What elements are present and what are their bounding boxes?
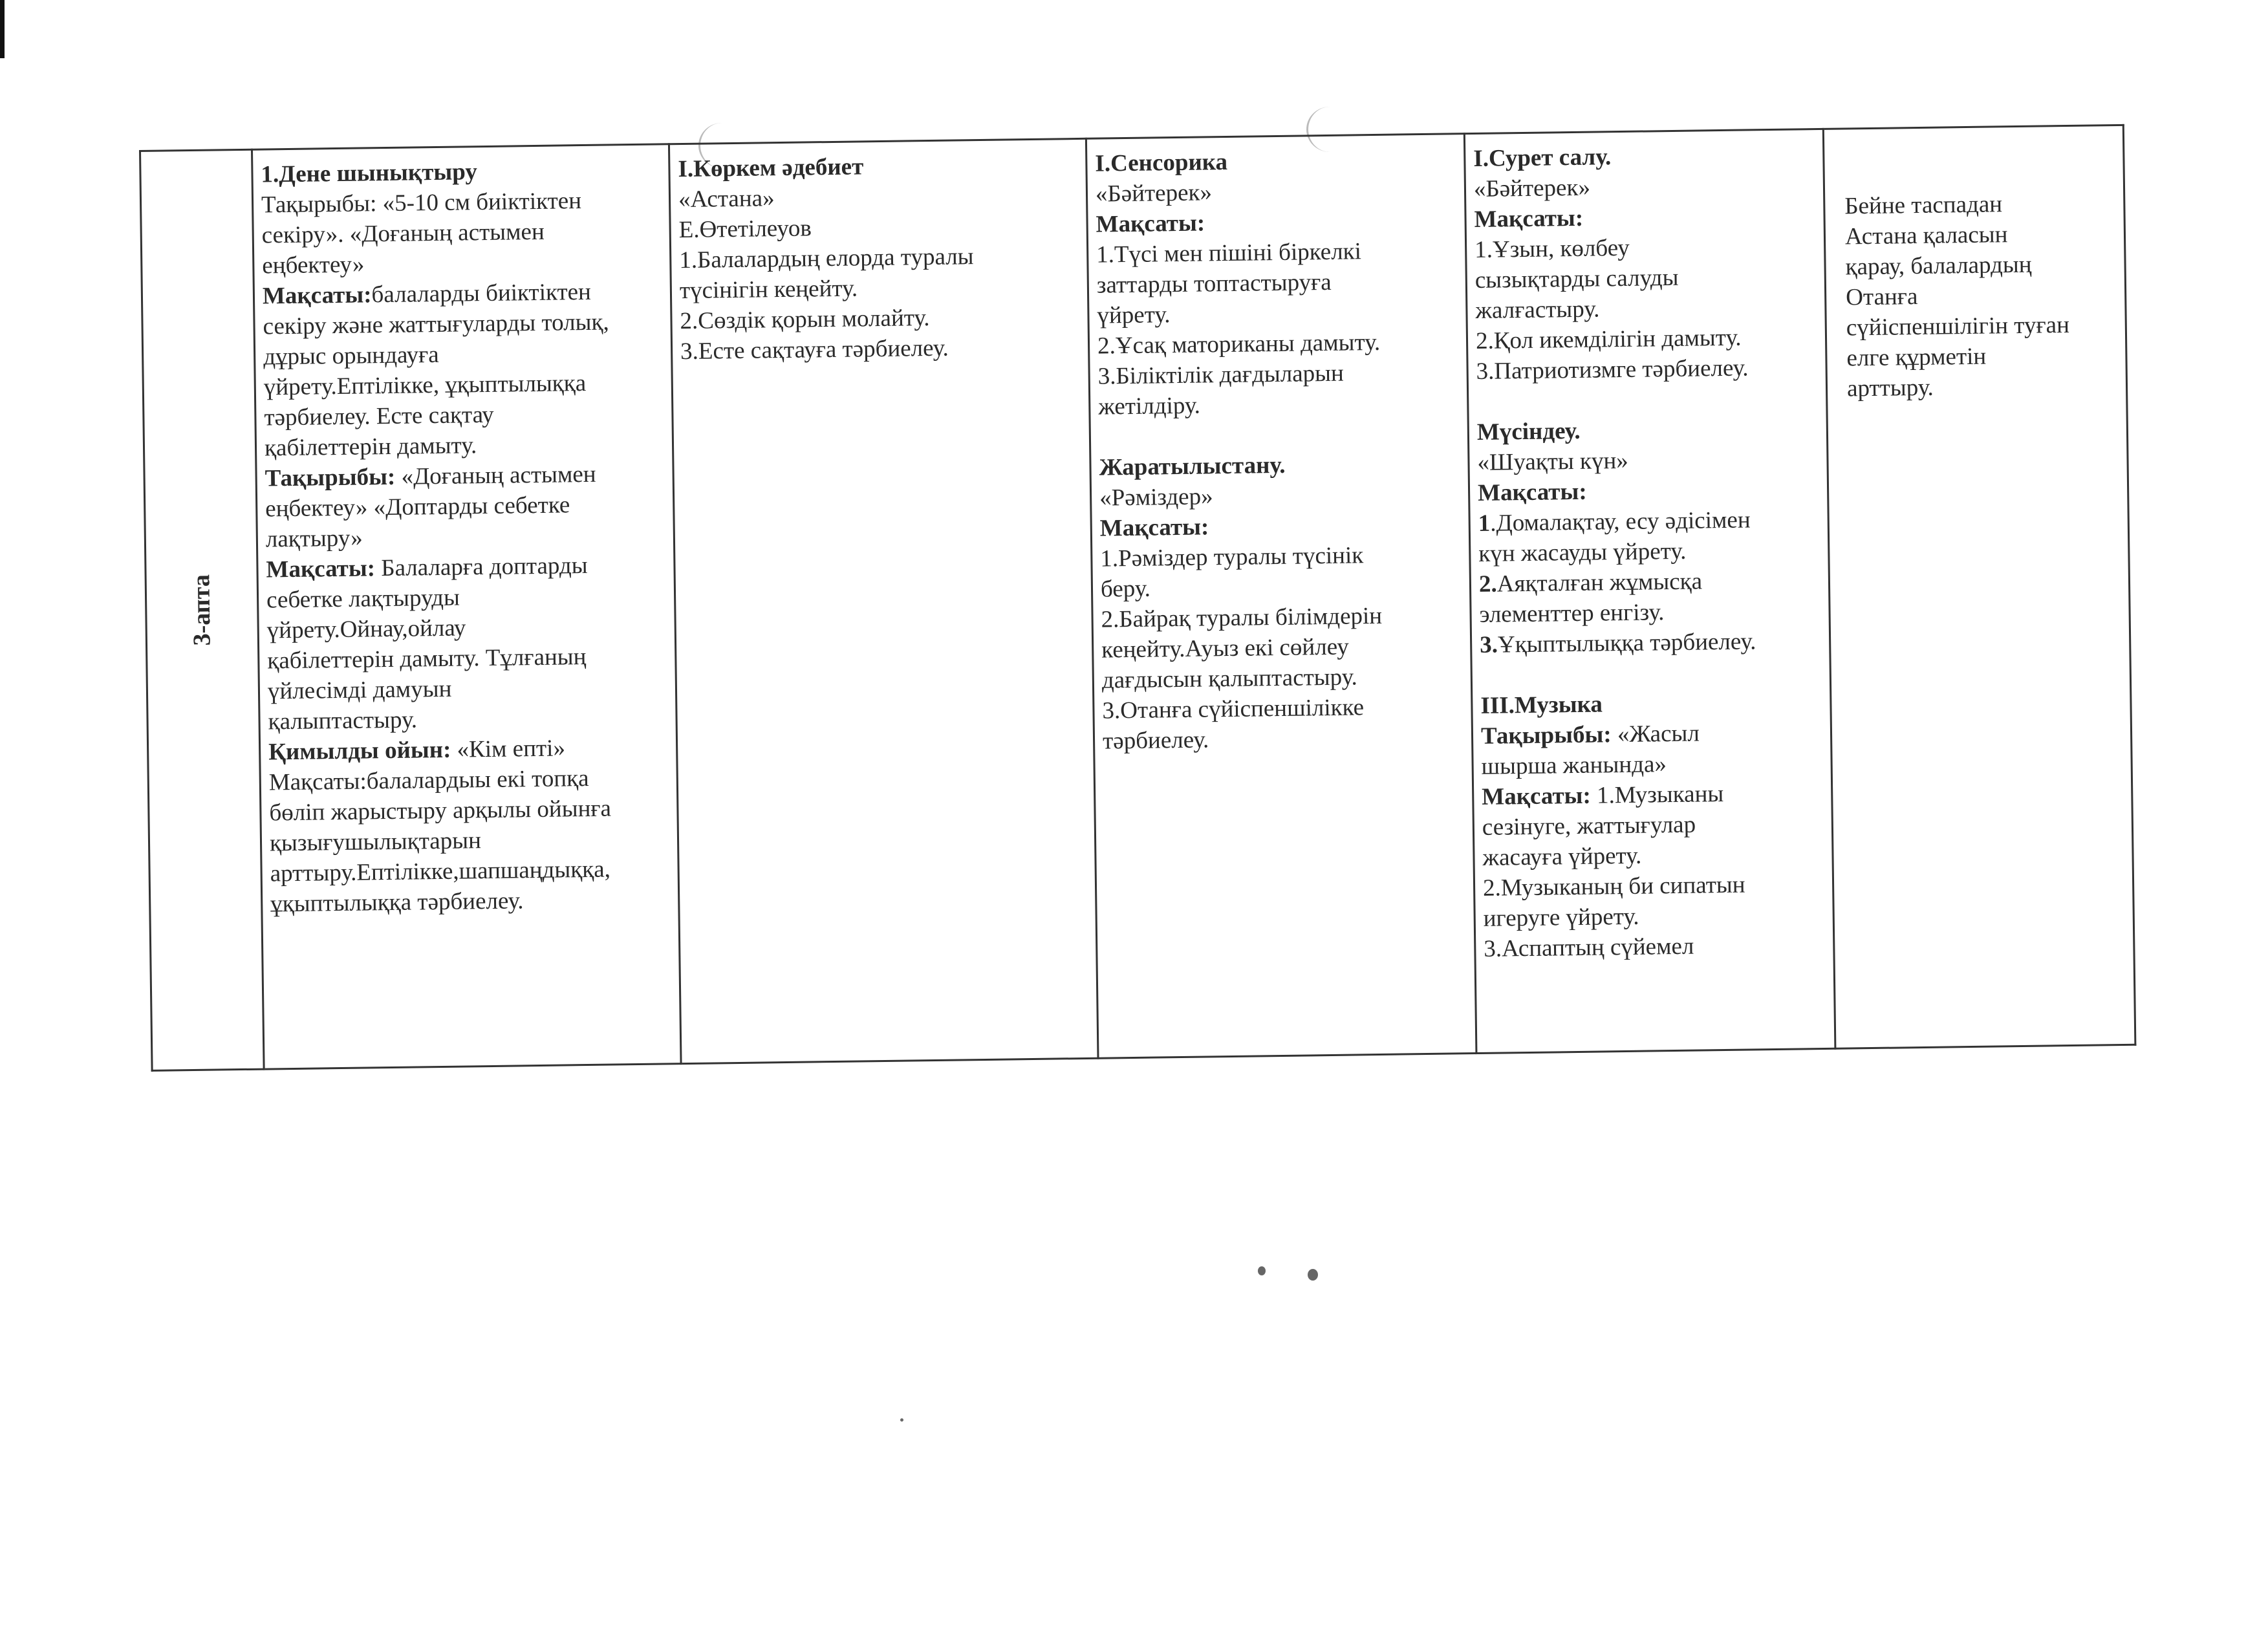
text: үйрету. [1097,301,1171,329]
scan-speck [1308,1269,1318,1281]
text-line [1845,218,2118,252]
bold-text: 1 [1478,510,1491,537]
text: элементтер енгізу. [1479,599,1665,628]
text-line [1483,899,1826,934]
bold-text: Мақсаты: [1096,210,1205,238]
text: секіру». «Доғаның астымен [261,218,545,249]
text: бөліп жарыстыру арқылы ойынға [269,795,612,827]
bold-text: 1.Дене шынықтыру [261,158,478,188]
text: еңбектеу» [262,251,365,279]
text: еңбектеу» «Доптарды себетке [265,492,570,523]
text: қабілеттерін дамыту. Тұлғаның [267,644,587,675]
text: арттыру.Ептілікке,шапшаңдыққа, [270,856,611,887]
bold-text: Мүсіндеу. [1476,417,1581,446]
bold-text: Мақсаты: [1482,782,1592,810]
text-line [1481,747,1824,782]
text: ұқыптылыққа тәрбиелеу. [270,887,524,918]
text: секіру және жаттығуларды толық, [263,309,609,340]
text-line [270,853,671,889]
text-line [1479,565,1822,600]
text-line [265,488,667,524]
text-line [264,367,665,402]
text-line [1102,660,1465,695]
text-line [1482,777,1825,812]
text: тәрбиелеу. Есте сақтау [264,401,494,431]
text: тәрбиелеу. [1102,726,1209,755]
text-line [678,179,1080,215]
physical-education-cell [252,144,682,1069]
text-line [1481,717,1824,752]
text-line [1480,656,1824,691]
text-line [1480,686,1824,721]
text-line [269,762,671,797]
text-line [1474,200,1817,235]
text-line [1095,144,1458,179]
text: «Жасыл [1611,720,1700,748]
text: себетке лақтыруды [266,584,460,614]
text-line [1097,296,1460,330]
text-line [1096,174,1458,209]
text: 2.Байрақ туралы білімдерін [1101,602,1383,633]
text: 1.Рәміздер туралы түсінік [1100,542,1364,572]
text-line [1100,539,1463,574]
text-line [266,549,667,585]
literature-cell [669,138,1098,1063]
text-line [679,240,1081,276]
text: дағдысын қалыптастыру. [1101,664,1357,694]
text: Балаларға доптарды [374,552,588,582]
text-line [1480,625,1823,660]
text: үйлесімді дамуын [267,675,452,705]
text-line [264,397,665,433]
text: Тақырыбы: «5-10 см биіктіктен [261,188,582,219]
text-line [268,731,670,767]
text-line [1482,808,1826,843]
text-line [1844,188,2117,222]
text: .Домалақтау, есу әдісімен [1489,506,1751,537]
text: беру. [1100,575,1151,603]
text-line [262,245,664,281]
text: шырша жанында» [1481,751,1667,780]
text-line [1097,265,1460,300]
text: заттарды топтастыруға [1096,268,1332,299]
text-line [1478,504,1821,539]
week-label: 3-апта [188,574,216,646]
text-line [1099,417,1462,452]
cell-text [261,154,671,919]
bold-text: Мақсаты: [1099,514,1209,542]
bold-text: Қимылды ойын: [268,736,451,766]
text: жалғастыру. [1475,296,1600,324]
bold-text: Мақсаты: [266,555,376,583]
text: жетілдіру. [1098,392,1201,420]
text-line [265,458,666,493]
text-line [267,640,669,676]
text-line [1096,235,1459,270]
text-line [678,149,1079,184]
text-line [261,215,663,250]
text: дұрыс орындауға [263,341,439,371]
text: игеруге үйрету. [1483,903,1639,932]
text: «Бәйтерек» [1473,174,1591,202]
text-line [1099,508,1462,543]
text: үйрету.Ептілікке, ұқыптылыққа [263,369,587,401]
text: «Рәміздер» [1099,483,1213,512]
text-line [1101,630,1464,665]
text-line [680,270,1081,306]
text: 3.Отанға сүйіспеншілікке [1102,694,1365,724]
text-line [1477,413,1820,448]
text-line [1479,595,1822,630]
sensory-nature-cell [1086,134,1476,1059]
text-line [266,519,667,554]
text-line [1474,169,1817,204]
text: «Шуақты күн» [1477,447,1629,476]
text-line [261,184,663,220]
text-line [1484,929,1827,964]
text-line [1847,370,2120,404]
text: 1.Түсі мен пішіні біркелкі [1096,238,1362,268]
text-line [1846,279,2119,313]
text: елге құрметін [1846,343,1987,372]
text-line [1474,230,1818,265]
text: «Бәйтерек» [1095,179,1213,208]
cell-text [1095,144,1465,756]
text: «Астана» [678,185,775,213]
text-line [1476,321,1819,356]
text-line [1099,478,1462,513]
text-line [1477,443,1820,478]
text-line [1101,600,1463,634]
text: қызығушылықтарын [269,827,482,857]
text-line [1845,248,2118,283]
text-line [1846,309,2119,343]
text-line [1097,326,1460,361]
text: балаларды биіктіктен [371,278,592,309]
bold-text: І.Сенсорика [1095,148,1228,177]
text-line [1482,838,1826,873]
text: арттыру. [1846,374,1934,402]
text-line [1102,691,1465,726]
text-line [1475,291,1819,326]
table-row [140,125,2135,1070]
cell-text [678,149,1081,367]
text: Ұқыптылыққа тәрбиелеу. [1497,628,1756,658]
video-note-cell [1823,125,2135,1048]
text-line [1097,356,1460,391]
scan-speck [900,1418,903,1422]
scan-edge-mark [0,0,5,58]
text: сүйіспеншілігін туған [1846,311,2070,341]
text-line [1103,721,1465,756]
bold-text: І.Көркем әдебиет [678,153,864,183]
text: 1.Музыканы [1590,781,1724,809]
cell-text [1844,188,2119,404]
bold-text: І.Сурет салу. [1473,144,1612,172]
text: сезінуге, жаттығулар [1482,811,1696,841]
text: лақтыру» [265,525,363,553]
drawing-modeling-music-cell [1464,129,1835,1053]
text: «Кім епті» [451,735,566,763]
bold-text: Жаратылыстану. [1099,451,1286,481]
text: 2.Музыканың би сипатын [1482,871,1745,902]
text: 3.Есте сақтауға тәрбиелеу. [680,334,949,365]
text: Мақсаты:балалардыы екі топқа [268,764,589,796]
text: 1.Балалардың елорда туралы [679,243,974,274]
text: күн жасауды үйрету. [1478,537,1687,567]
text: қабілеттерін дамыту. [264,432,477,462]
text: жасауға үйрету. [1482,842,1642,871]
text: «Доғаның астымен [395,460,596,490]
text-line [266,579,668,615]
text: сызықтарды салуды [1474,264,1679,294]
bold-text: Мақсаты: [262,281,372,310]
text-line [1478,534,1822,569]
text-line [1476,382,1820,417]
text-line [1098,387,1461,422]
text-line [270,883,672,919]
text: Бейне таспадан [1844,191,2003,220]
text-line [263,336,665,372]
text-line [268,701,669,737]
bold-text: ІІІ.Музыка [1480,691,1603,719]
text-line [265,428,666,463]
text-line [266,610,668,645]
bold-text: Мақсаты: [1474,204,1584,233]
text: 3.Патриотизмге тәрбиелеу. [1476,354,1749,385]
text-line [1101,569,1463,604]
text-line [1473,139,1817,174]
text: 1.Ұзын, көлбеу [1474,234,1630,263]
text: 2.Ұсақ маториканы дамыту. [1097,329,1381,360]
text: 3.Аспаптың сүйемел [1484,933,1694,962]
weekly-plan-table [139,124,2136,1072]
text-line [269,792,671,828]
text-line [261,154,662,189]
text: Е.Өтетілеуов [678,215,812,244]
bold-text: Тақырыбы: [265,463,396,492]
scan-speck [1258,1266,1266,1275]
text-line [263,276,664,311]
text-line [1096,204,1458,239]
text-line [268,671,669,706]
text-line [1478,473,1821,508]
text: кеңейту.Ауыз екі сөйлеу [1101,633,1349,664]
text: қалыптастыру. [268,706,418,735]
text-line [270,823,671,858]
text-line [680,331,1082,367]
text-line [1099,448,1462,482]
text-line [1475,261,1819,296]
text-line [263,306,664,341]
text: қарау, балалардың [1845,251,2032,281]
text-line [1483,869,1826,904]
text-line [678,210,1080,245]
week-cell [140,149,265,1070]
text: үйрету.Ойнау,ойлау [266,614,466,644]
text: түсінігін кеңейту. [679,275,858,305]
bold-text: Тақырыбы: [1480,721,1612,750]
text-line [680,301,1081,336]
text-line [1476,352,1819,387]
text: Астана қаласын [1844,221,2008,250]
bold-text: 3. [1479,631,1498,658]
bold-text: Мақсаты: [1477,478,1587,506]
cell-text [1473,139,1827,964]
text: 2.Сөздік қорын молайту. [680,305,930,335]
bold-text: 2. [1478,570,1497,598]
text: Отанға [1845,283,1918,311]
text: Аяқталған жұмысқа [1496,568,1703,598]
text: 2.Қол икемділігін дамыту. [1475,324,1742,354]
text-line [1846,340,2119,374]
text: 3.Біліктілік дағдыларын [1097,360,1345,390]
